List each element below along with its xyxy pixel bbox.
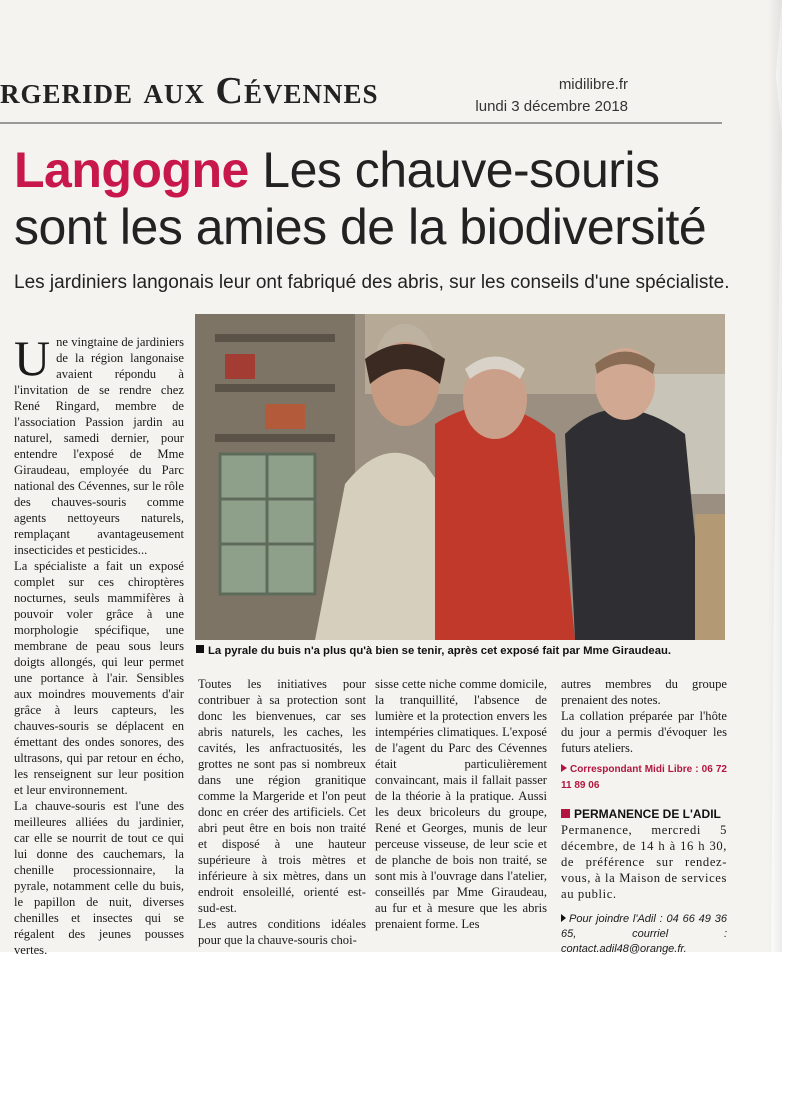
correspondent-signature — [561, 762, 727, 794]
sidebar-bullet-icon — [561, 809, 570, 818]
signature-text: Correspondant Midi Libre : 06 72 11 89 06 — [561, 764, 727, 791]
paragraph-8: La collation préparée par l'hôte du jour a permis d'évoquer les futurs ateliers. — [561, 709, 727, 755]
photo-caption-text: La pyrale du buis n'a plus qu'à bien se tenir, après cet exposé fait par Mme Giraudeau. — [208, 645, 672, 657]
site-name: midilibre.fr — [558, 76, 628, 93]
section-header: rgeride aux Cévennes — [0, 70, 379, 112]
sidebar-title — [561, 806, 727, 822]
caption-bullet-icon — [196, 645, 204, 653]
publication-date: lundi 3 décembre 2018 — [475, 98, 628, 115]
sidebar-contact-text: Pour joindre l'Adil : 04 66 49 36 65, courriel : contact.adil48@orange.fr. — [561, 913, 727, 955]
column-4 — [561, 676, 727, 957]
column-3 — [375, 676, 547, 932]
headline-town: Langogne — [14, 142, 249, 198]
workshop-photo-illustration — [195, 314, 725, 640]
column-1 — [14, 330, 184, 958]
article-photo — [195, 314, 725, 640]
paragraph-4: Toutes les initiatives pour contribuer à sa protection sont donc les bienvenues, car ses abris naturels, les caches, les cavités, les anfractuosités, les grottes ne sont pas si nombreux dans une région granitique comme la Margeride et l'on peut donc en créer des artificiels. Cet abri peut être en bois non traité et disposé à une hauteur supérieure à trois mètres et inférieure à six mètres, dans un endroit ensoleillé, orienté est-sud-est. — [198, 677, 366, 915]
paragraph-7: autres membres du groupe prenaient des notes. — [561, 677, 727, 707]
headline — [14, 142, 734, 256]
contact-arrow-icon — [561, 914, 566, 922]
paragraph-5: Les autres conditions idéales pour que la chauve-souris choi- — [198, 917, 366, 947]
page-edge-shadow — [768, 0, 782, 952]
headline-line1: Les chauve-souris — [248, 142, 660, 198]
paragraph-6: sisse cette niche comme domicile, la tranquillité, l'absence de lumière et la protection envers les intempéries climatiques. L'exposé de l'agent du Parc des Cévennes était particulièrement convaincant, mais il fallait passer de la théorie à la pratique. Aussi les deux bricoleurs du groupe, René et Georges, munis de leur perceuse visseuse, de leur scie et de planche de bois non traité, se sont mis à l'ouvrage dans l'atelier, conseillés par Mme Giraudeau, au fur et à mesure que les abris prenaient forme. Les — [375, 677, 547, 931]
paragraph-3: La chauve-souris est l'une des meilleures alliées du jardinier, car elle se nourrit de tout ce qui lui donne des cauchemars, la chenille processionnaire, la pyrale, notamment celle du buis, le papillon de nuit, diverses chenilles et insectes qui se régalent des jeunes pousses vertes. — [14, 799, 184, 957]
paragraph-2: La spécialiste a fait un exposé complet sur ces chiroptères nocturnes, seuls mammifères à pouvoir voler grâce à une morphologie spécifique, une membrane de peau sous leurs doigts allongés, qui leur permet une portance à l'air. Sensibles aux moindres mouvements d'air grâce à leurs capteurs, les chauves-souris se déplacent en émettant des ondes sonores, des ultrasons, qui par retour en écho, les renseignent sur leur position et leur environnement. — [14, 559, 184, 797]
photo-caption — [196, 645, 671, 657]
paragraph-1: ne vingtaine de jardiniers de la région langonaise avaient répondu à l'invitation de se rendre chez René Ringard, membre de l'association Passion jardin au naturel, samedi dernier, pour entendre l'exposé de Mme Giraudeau, employée du Parc national des Cévennes, sur le rôle des chauves-souris comme agents nettoyeurs naturels, remplaçant avantageusement insecticides et pesticides... — [14, 335, 184, 557]
signature-arrow-icon — [561, 764, 567, 772]
column-2 — [198, 676, 366, 948]
dropcap: U — [14, 330, 51, 386]
sidebar-text: Permanence, mercredi 5 décembre, de 14 h à 16 h 30, de préférence sur rendez-vous, à la Maison de services au public. — [561, 823, 727, 901]
subtitle: Les jardiniers langonais leur ont fabriqué des abris, sur les conseils d'une spécialiste. — [14, 272, 730, 293]
sidebar-contact — [561, 912, 727, 957]
headline-line2: sont les amies de la biodiversité — [14, 199, 707, 255]
header-rule — [0, 122, 722, 124]
sidebar-title-text: PERMANENCE DE L'ADIL — [574, 807, 721, 821]
